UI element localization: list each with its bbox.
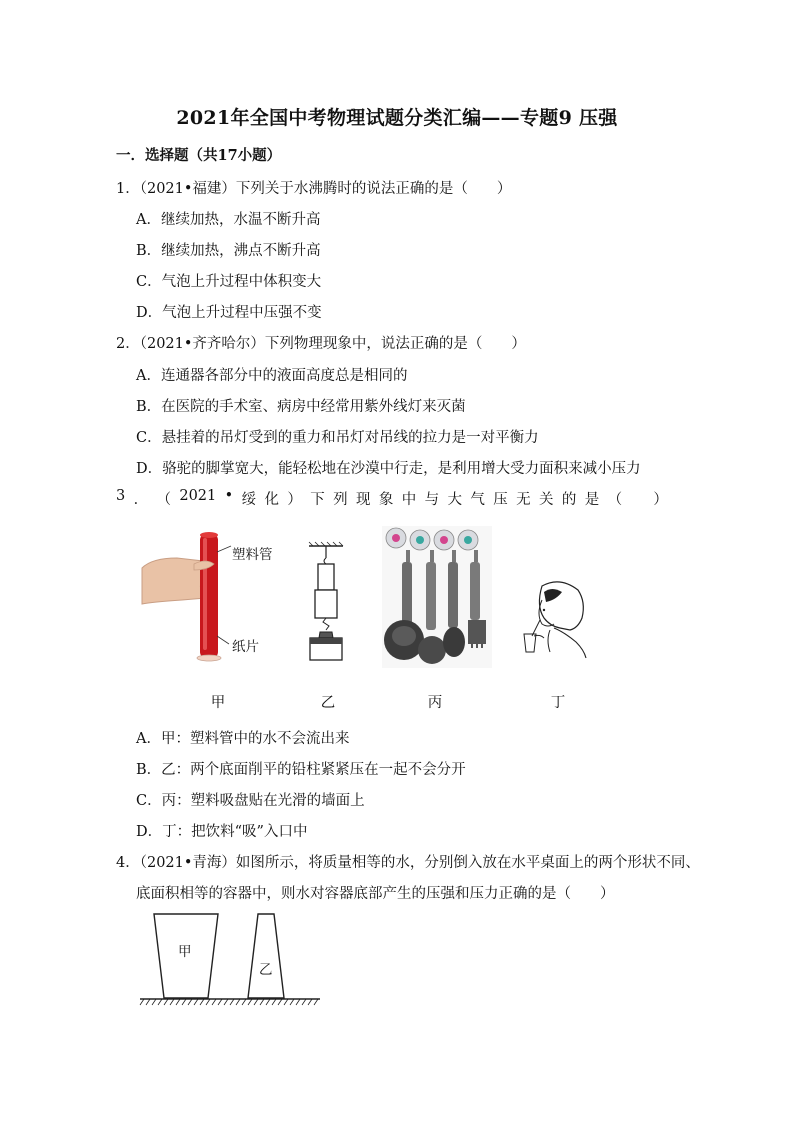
question-2-option-a: A．连通器各部分中的液面高度总是相同的 [136,368,408,384]
q3-char: 是 [584,492,600,508]
question-2-option-c: C．悬挂着的吊灯受到的重力和吊灯对吊线的拉力是一对平衡力 [136,430,539,446]
label-container-yi: 乙 [259,962,273,978]
q3-char: 现 [355,492,371,508]
q3-char: ） [653,492,668,508]
figure-bing-suction-hooks [382,526,492,668]
q3-char: 大 [447,492,462,508]
caption-yi: 乙 [320,695,336,711]
q3-char: 无 [516,492,531,508]
skimmer-head [418,636,446,664]
question-1-option-a: A．继续加热，水温不断升高 [136,212,321,228]
question-2-option-d: D．骆驼的脚掌宽大，能轻松地在沙漠中行走，是利用增大受力面积来减小压力 [136,461,641,477]
paper-card [197,655,221,661]
q3-char [630,488,645,509]
q3-char: 2021 [179,488,217,504]
figure-q4-containers [140,910,320,1010]
q3-char: 列 [333,492,348,508]
figure-ding-child-drinking [520,578,590,660]
q3-char: 象 [378,492,394,508]
q3-char: 化 [264,492,279,508]
question-3-stem [116,488,668,509]
q3-char: 的 [561,492,577,508]
q3-char: （ [607,492,623,508]
tube-top [200,532,218,538]
container-yi [248,914,284,998]
question-3-option-d: D．丁：把饮料“吸”入口中 [136,824,308,840]
q3-char: 与 [424,492,440,508]
caption-jia: 甲 [210,695,226,711]
question-1-option-c: C．气泡上升过程中体积变大 [136,274,322,290]
question-1-stem: 1．（2021•福建）下列关于水沸腾时的说法正确的是（ ） [116,181,512,197]
q3-char: 3 [116,488,126,504]
tube-highlight [203,538,207,650]
question-4-line-1: 4．（2021•青海）如图所示，将质量相等的水，分别倒入放在水平桌面上的两个形状不同、 [116,855,700,871]
question-3-option-b: B．乙：两个底面削平的铅柱紧紧压在一起不会分开 [136,762,466,778]
caption-ding: 丁 [550,695,566,711]
caption-bing: 丙 [427,695,443,711]
q3-char: 关 [538,492,554,508]
question-1-option-d: D．气泡上升过程中压强不变 [136,305,322,321]
weight-top-band [310,638,342,644]
figure-yi-lead-cylinders [305,540,355,665]
q3-char: （ [156,492,171,508]
question-2-stem: 2．（2021•齐齐哈尔）下列物理现象中，说法正确的是（ ） [116,336,526,352]
q3-char: 中 [401,492,417,508]
question-1-option-b: B．继续加热，沸点不断升高 [136,243,321,259]
q3-char: • [224,488,234,504]
question-3-option-c: C．丙：塑料吸盘贴在光滑的墙面上 [136,793,365,809]
spoon-head [443,627,465,657]
question-2-option-b: B．在医院的手术室、病房中经常用紫外线灯来灭菌 [136,399,466,415]
page-title: 2021年全国中考物理试题分类汇编——专题9 压强 [176,107,618,129]
label-plastic-tube: 塑料管 [232,547,273,563]
section-heading: 一．选择题（共17小题） [116,147,282,164]
q3-char: 绥 [241,492,257,508]
q3-char: 气 [470,492,485,508]
q3-char: 压 [493,492,508,508]
label-paper: 纸片 [232,639,259,655]
q3-char: ） [287,492,302,508]
question-4-line-2: 底面积相等的容器中，则水对容器底部产生的压强和压力正确的是（ ） [136,886,615,902]
label-container-jia: 甲 [178,944,192,960]
q3-char: ． [133,492,149,508]
q3-char: 下 [310,492,325,508]
cup [524,634,536,652]
table-hatching [140,999,318,1005]
question-3-option-a: A．甲：塑料管中的水不会流出来 [136,731,350,747]
